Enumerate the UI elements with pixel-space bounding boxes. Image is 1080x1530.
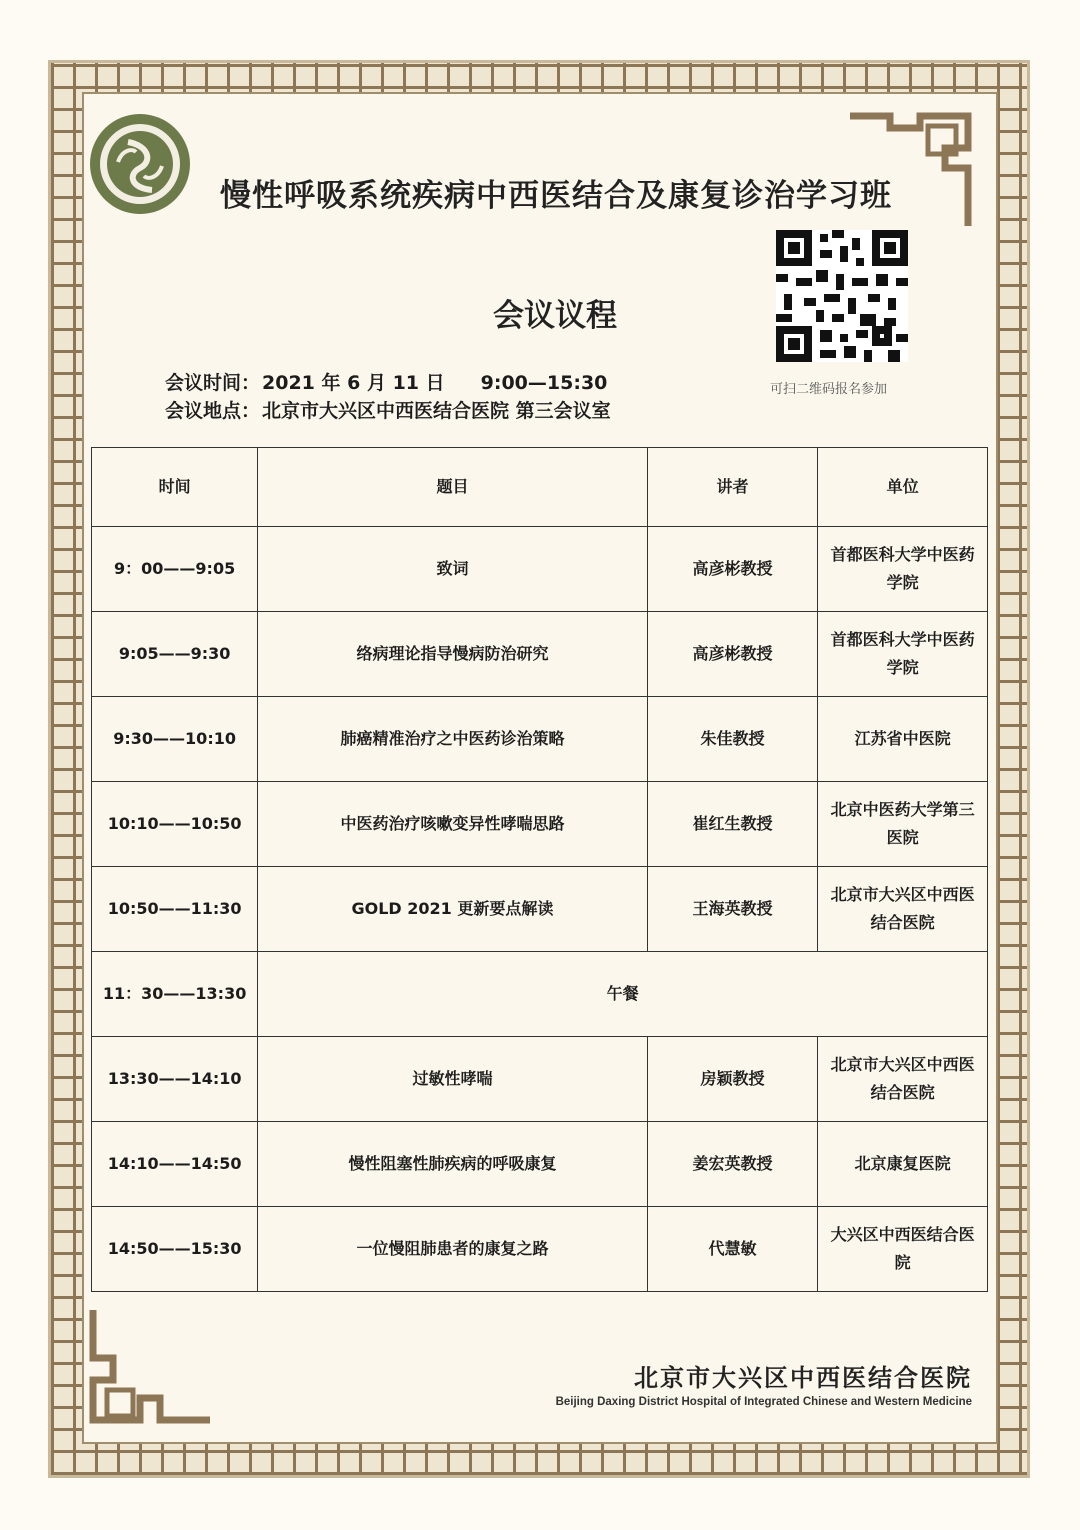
cell-unit: 首都医科大学中医药学院: [818, 612, 988, 697]
cell-speaker: 高彦彬教授: [647, 527, 818, 612]
table-row: [92, 867, 988, 952]
time-range: 9:00—15:30: [480, 372, 608, 394]
cell-time: 11：30——13:30: [92, 952, 258, 1037]
cell-speaker: 房颖教授: [647, 1037, 818, 1122]
cell-speaker: 王海英教授: [647, 867, 818, 952]
cell-time: 9:30——10:10: [92, 697, 258, 782]
cell-time: 14:10——14:50: [92, 1122, 258, 1207]
place-label: 会议地点：: [165, 400, 261, 422]
cell-unit: 北京市大兴区中西医结合医院: [818, 1037, 988, 1122]
hospital-logo: [88, 112, 192, 216]
qr-caption: 可扫二维码报名参加: [770, 382, 888, 397]
table-row: [92, 527, 988, 612]
header-unit: 单位: [818, 448, 988, 527]
header-time: 时间: [92, 448, 258, 527]
place-value: 北京市大兴区中西医结合医院 第三会议室: [262, 400, 611, 422]
cell-time: 14:50——15:30: [92, 1207, 258, 1292]
table-row: [92, 612, 988, 697]
table-row: [92, 1207, 988, 1292]
agenda-heading: 会议议程: [493, 298, 617, 334]
cell-unit: 北京市大兴区中西医结合医院: [818, 867, 988, 952]
cell-time: 10:50——11:30: [92, 867, 258, 952]
table-row: [92, 1122, 988, 1207]
page-title: 慢性呼吸系统疾病中西医结合及康复诊治学习班: [220, 178, 892, 214]
cell-unit: 大兴区中西医结合医院: [818, 1207, 988, 1292]
cell-unit: 首都医科大学中医药学院: [818, 527, 988, 612]
table-row-lunch: [92, 952, 988, 1037]
cell-topic: 一位慢阻肺患者的康复之路: [258, 1207, 647, 1292]
cell-speaker: 朱佳教授: [647, 697, 818, 782]
corner-ornament-bottom-left: [85, 1310, 215, 1425]
cell-speaker: 姜宏英教授: [647, 1122, 818, 1207]
table-row: [92, 782, 988, 867]
cell-topic: 慢性阻塞性肺疾病的呼吸康复: [258, 1122, 647, 1207]
hospital-name-cn: 北京市大兴区中西医结合医院: [634, 1363, 972, 1392]
cell-topic: 络病理论指导慢病防治研究: [258, 612, 647, 697]
table-row: [92, 697, 988, 782]
time-date: 2021 年 6 月 11 日: [262, 372, 445, 394]
cell-topic: 肺癌精准治疗之中医药诊治策略: [258, 697, 647, 782]
cell-time: 9:05——9:30: [92, 612, 258, 697]
meeting-time: [165, 368, 607, 395]
cell-topic: 致词: [258, 527, 647, 612]
hospital-name-en: Beijing Daxing District Hospital of Integrated Chinese and Western Medicine: [555, 1396, 972, 1408]
cell-unit: 江苏省中医院: [818, 697, 988, 782]
cell-topic: 过敏性哮喘: [258, 1037, 647, 1122]
cell-time: 13:30——14:10: [92, 1037, 258, 1122]
cell-unit: 北京康复医院: [818, 1122, 988, 1207]
cell-topic: GOLD 2021 更新要点解读: [258, 867, 647, 952]
cell-speaker: 崔红生教授: [647, 782, 818, 867]
header-speaker: 讲者: [647, 448, 818, 527]
meeting-place: [165, 396, 611, 423]
cell-lunch-break: 午餐: [258, 952, 988, 1037]
cell-topic: 中医药治疗咳嗽变异性哮喘思路: [258, 782, 647, 867]
table-header-row: [92, 448, 988, 527]
time-label: 会议时间：: [165, 372, 261, 394]
cell-time: 9：00——9:05: [92, 527, 258, 612]
cell-speaker: 高彦彬教授: [647, 612, 818, 697]
header-topic: 题目: [258, 448, 647, 527]
table-row: [92, 1037, 988, 1122]
cell-unit: 北京中医药大学第三医院: [818, 782, 988, 867]
cell-time: 10:10——10:50: [92, 782, 258, 867]
agenda-table: [91, 447, 988, 1292]
cell-speaker: 代慧敏: [647, 1207, 818, 1292]
